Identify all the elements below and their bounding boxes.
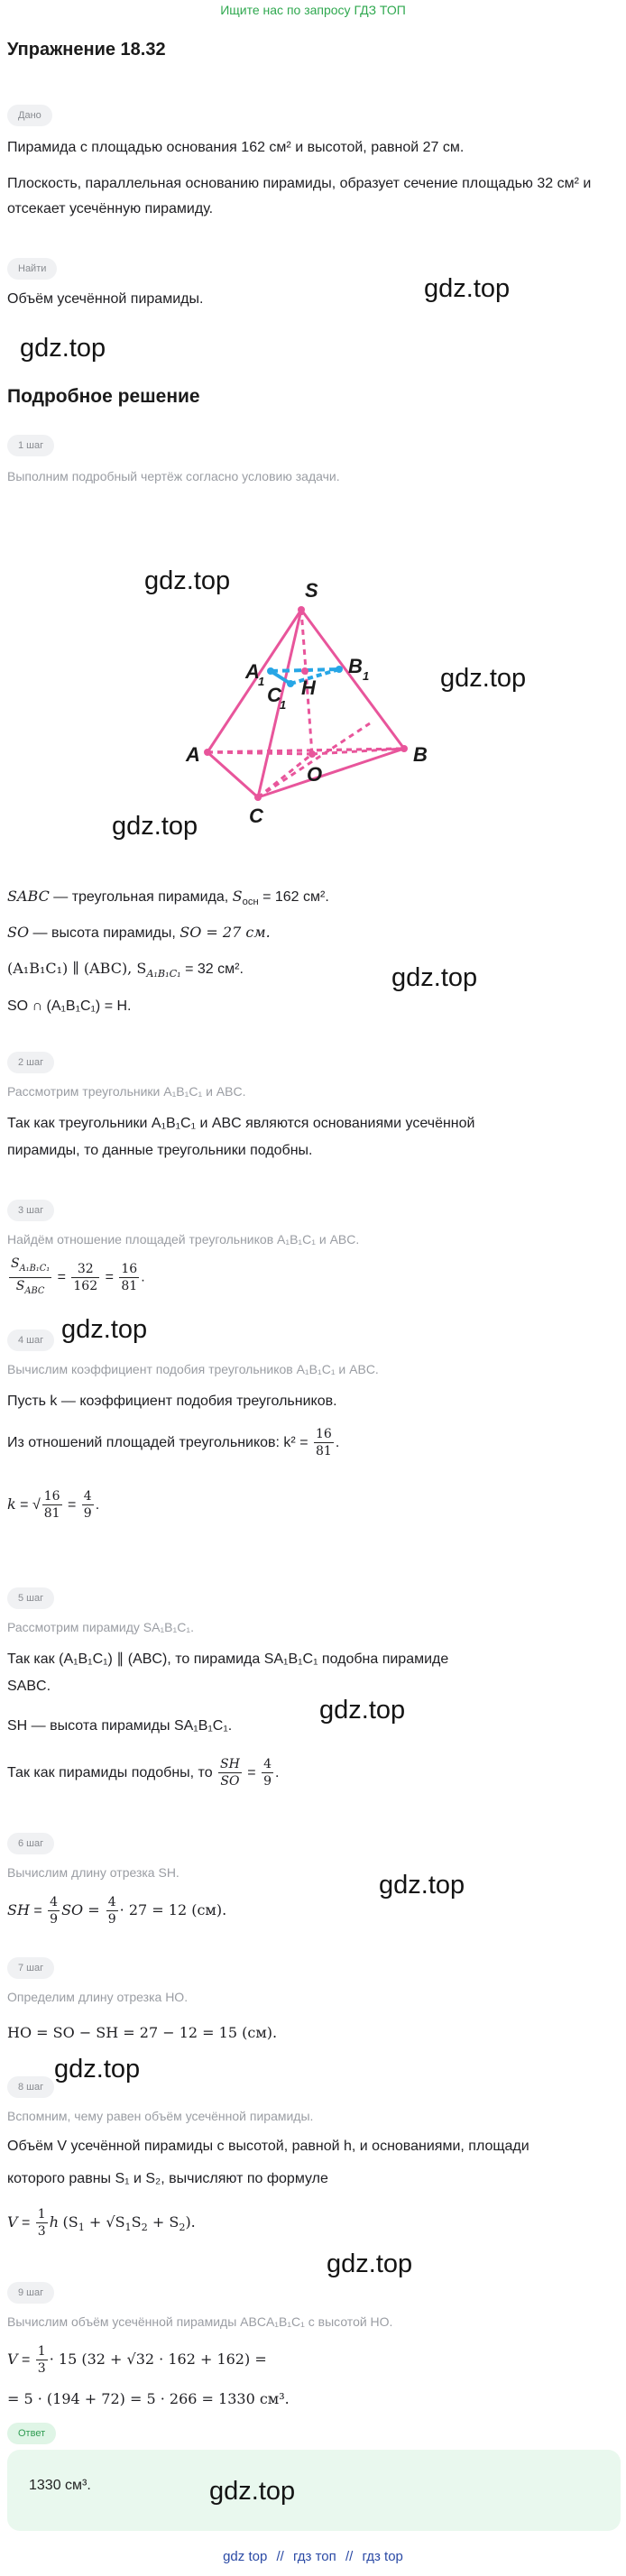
answer-label: Ответ (7, 2423, 56, 2444)
step-1-line-2: SO — высота пирамиды, SO = 27 см. (7, 924, 271, 941)
watermark: gdz.top (319, 1696, 406, 1725)
watermark: gdz.top (440, 664, 527, 693)
watermark: gdz.top (20, 334, 106, 363)
step-2-note: Рассмотрим треугольники A₁B₁C₁ и ABC. (7, 1084, 246, 1099)
step-1-note: Выполним подробный чертёж согласно условию задачи. (7, 469, 340, 483)
answer-value: 1330 см³. (29, 2478, 91, 2493)
label-A1-sub: 1 (258, 675, 265, 688)
step-6-equation: SH = $\frac{4}{9}$ SO = $\frac{4}{9}$ · 27 = 12 (см). (7, 1895, 227, 1927)
step-3-equation: $\frac{S_{A_1B_1C_1}}{S_{ABC}}$ = $\frac{32}{162}$ = $\frac{16}{81}$ . (11, 1256, 145, 1296)
step-6-note: Вычислим длину отрезка SH. (7, 1865, 180, 1880)
label-A: A (186, 743, 200, 766)
step-8-label: 8 шаг (7, 2076, 54, 2098)
step-5-text-2: SABC. (7, 1679, 51, 1694)
step-9-line-1: V = $\frac{1}{3}$ · 15 (32 + √32 · 162 + 162) = (7, 2344, 267, 2377)
step-4-note: Вычислим коэффициент подобия треугольников A₁B₁C₁ и ABC. (7, 1362, 379, 1376)
label-B1: B (348, 655, 363, 677)
footer-sep: // (345, 2549, 354, 2564)
find-label: Найти (7, 258, 57, 280)
watermark: gdz.top (61, 1315, 148, 1344)
step-2-label: 2 шаг (7, 1052, 54, 1073)
label-S: S (305, 579, 318, 602)
top-banner[interactable]: Ищите нас по запросу ГДЗ ТОП (220, 3, 406, 17)
step-4-k: k = √ $\frac{16}{81}$ = $\frac{4}{9}$ . (7, 1489, 100, 1522)
step-3-label: 3 шаг (7, 1200, 54, 1221)
footer-link-2[interactable]: гдз топ (293, 2549, 336, 2564)
step-5-text-3: SH — высота пирамиды SA₁B₁C₁. (7, 1718, 233, 1734)
pyramid-figure (180, 577, 451, 830)
step-9-line-2: = 5 · (194 + 72) = 5 · 266 = 1330 см³. (7, 2390, 290, 2407)
step-1-line-1: SABC — треугольная пирамида, $S_{осн} = 162$ см². (7, 888, 329, 908)
label-A1: A (245, 660, 260, 683)
step-7-note: Определим длину отрезка HO. (7, 1990, 189, 2004)
label-B: B (413, 743, 428, 766)
given-label: Дано (7, 105, 52, 126)
footer-sep: // (276, 2549, 284, 2564)
step-4-label: 4 шаг (7, 1329, 54, 1351)
step-5-label: 5 шаг (7, 1587, 54, 1609)
footer-link-1[interactable]: gdz top (223, 2549, 268, 2564)
step-1-label: 1 шаг (7, 435, 54, 456)
step-1-line-3: (A₁B₁C₁) ∥ (ABC), $S_{A_1B_1C_1} = 32$ см². (7, 960, 244, 980)
step-9-label: 9 шаг (7, 2282, 54, 2304)
step-7-equation: HO = SO − SH = 27 − 12 = 15 (см). (7, 2024, 278, 2041)
step-5-text-4: Так как пирамиды подобны, то $\frac{SH}{SO}$ = $\frac{4}{9}$ . (7, 1757, 280, 1789)
step-4-text-2: Из отношений площадей треугольников: k² = $\frac{16}{81}$ . (7, 1427, 340, 1459)
step-8-formula: V = $\frac{1}{3}$ h $(S_1 + √S_1S_2 + S_2)$. (7, 2207, 196, 2240)
watermark: gdz.top (327, 2249, 413, 2278)
watermark: gdz.top (112, 812, 198, 841)
step-4-text-1: Пусть k — коэффициент подобия треугольников. (7, 1394, 337, 1409)
watermark: gdz.top (424, 274, 511, 303)
watermark: gdz.top (144, 566, 231, 595)
given-line-2: Плоскость, параллельная основанию пирамиды, образует сечение площадью 32 см² и отсекает усечённую пирамиду. (7, 176, 592, 216)
label-C: C (249, 805, 263, 827)
step-2-text-2: пирамиды, то данные треугольники подобны. (7, 1143, 313, 1158)
label-O: O (307, 763, 323, 786)
exercise-title: Упражнение 18.32 (7, 40, 166, 60)
watermark: gdz.top (391, 963, 478, 992)
step-9-note: Вычислим объём усечённой пирамиды ABCA₁B₁C₁ с высотой HO. (7, 2314, 393, 2329)
find-text: Объём усечённой пирамиды. (7, 291, 204, 307)
step-6-label: 6 шаг (7, 1833, 54, 1854)
watermark: gdz.top (209, 2477, 296, 2506)
step-5-note: Рассмотрим пирамиду SA₁B₁C₁. (7, 1620, 194, 1634)
step-7-label: 7 шаг (7, 1957, 54, 1979)
label-C1-sub: 1 (280, 698, 287, 712)
footer-links (0, 2549, 626, 2564)
label-B1-sub: 1 (363, 669, 370, 683)
label-H: H (301, 676, 316, 699)
step-8-text-2: которого равны S₁ и S₂, вычисляют по формуле (7, 2171, 328, 2186)
step-1-line-4: SO ∩ (A₁B₁C₁) = H. (7, 998, 132, 1014)
step-8-text-1: Объём V усечённой пирамиды с высотой, равной h, и основаниями, площади (7, 2139, 529, 2154)
answer-box (7, 2450, 621, 2531)
step-5-text-1: Так как (A₁B₁C₁) ∥ (ABC), то пирамида SA₁B₁C₁ подобна пирамиде (7, 1651, 449, 1667)
step-2-text-1: Так как треугольники A₁B₁C₁ и ABC являются основаниями усечённой (7, 1116, 475, 1131)
solution-title: Подробное решение (7, 386, 200, 407)
label-C1: C (267, 684, 281, 706)
watermark: gdz.top (379, 1871, 465, 1900)
step-8-note: Вспомним, чему равен объём усечённой пирамиды. (7, 2109, 314, 2123)
step-3-note: Найдём отношение площадей треугольников A₁B₁C₁ и ABC. (7, 1232, 360, 1247)
footer-link-3[interactable]: гдз top (362, 2549, 403, 2564)
given-line-1: Пирамида с площадью основания 162 см² и высотой, равной 27 см. (7, 140, 465, 155)
watermark: gdz.top (54, 2055, 141, 2084)
